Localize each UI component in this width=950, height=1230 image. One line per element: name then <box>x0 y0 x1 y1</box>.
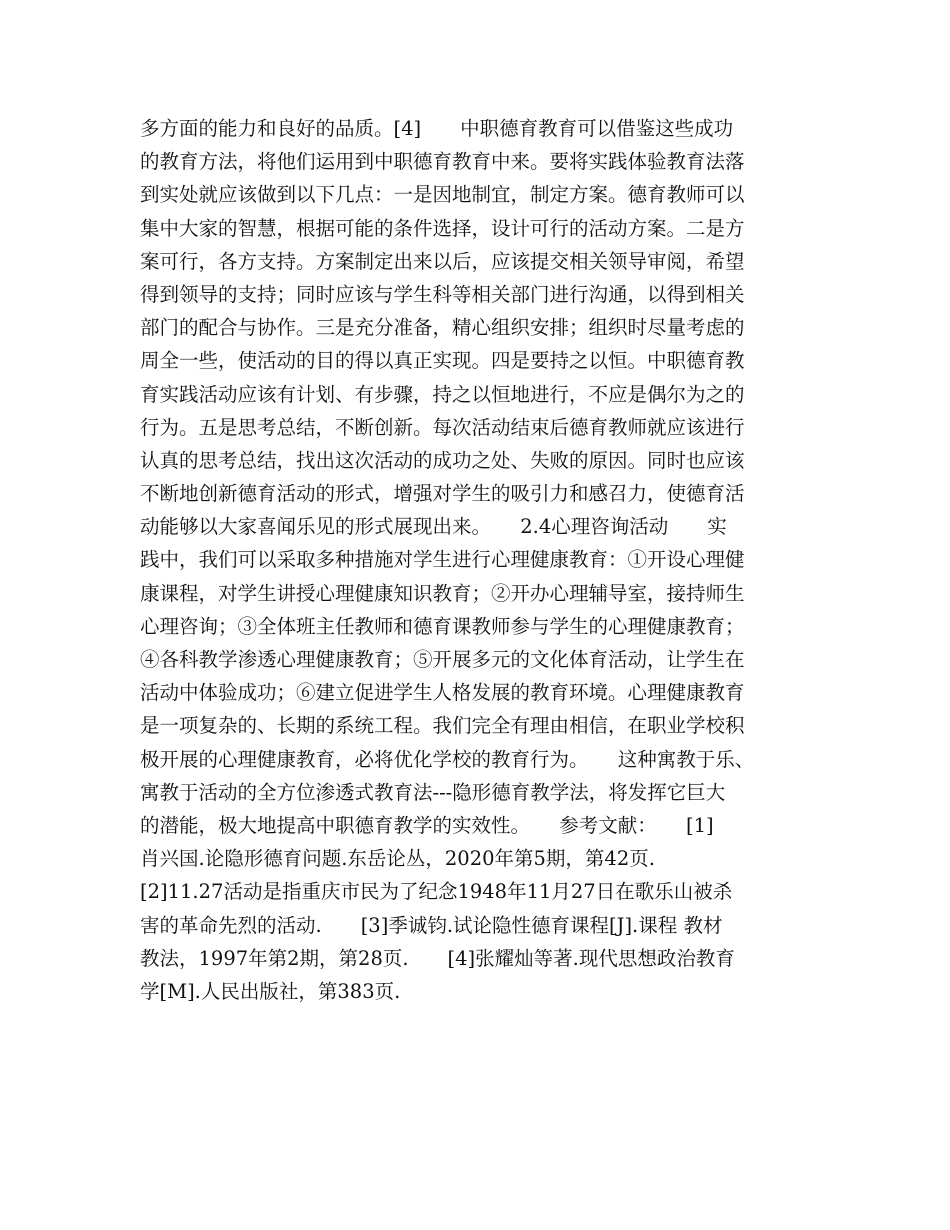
text-line: 活动中体验成功；⑥建立促进学生人格发展的教育环境。心理健康教育 <box>140 681 745 705</box>
text-line: 教法，1997年第2期，第28页. [4]张耀灿等著.现代思想政治教育 <box>140 946 735 970</box>
text-line: 极开展的心理健康教育，必将优化学校的教育行为。 这种寓教于乐、 <box>140 747 755 771</box>
text-line: 动能够以大家喜闻乐见的形式展现出来。 2.4心理咨询活动 实 <box>140 515 727 539</box>
text-line: 害的革命先烈的活动. [3]季诚钧.试论隐性德育课程[J].课程 教材 <box>140 913 723 937</box>
body-text <box>140 112 820 1008</box>
text-line: 育实践活动应该有计划、有步骤，持之以恒地进行，不应是偶尔为之的 <box>140 382 745 406</box>
text-line: 肖兴国.论隐形德育问题.东岳论丛，2020年第5期，第42页. <box>140 847 655 871</box>
text-line: 周全一些，使活动的目的得以真正实现。四是要持之以恒。中职德育教 <box>140 349 745 373</box>
text-line: 认真的思考总结，找出这次活动的成功之处、失败的原因。同时也应该 <box>140 448 745 472</box>
text-line: [2]11.27活动是指重庆市民为了纪念1948年11月27日在歌乐山被杀 <box>140 880 733 904</box>
text-line: 到实处就应该做到以下几点：一是因地制宜，制定方案。德育教师可以 <box>140 183 745 207</box>
text-line: 不断地创新德育活动的形式，增强对学生的吸引力和感召力，使德育活 <box>140 482 745 506</box>
text-line: 康课程，对学生讲授心理健康知识教育；②开办心理辅导室，接持师生 <box>140 581 745 605</box>
text-line: 部门的配合与协作。三是充分准备，精心组织安排；组织时尽量考虑的 <box>140 316 745 340</box>
text-line: 寓教于活动的全方位渗透式教育法---隐形德育教学法，将发挥它巨大 <box>140 780 726 804</box>
text-line: 集中大家的智慧，根据可能的条件选择，设计可行的活动方案。二是方 <box>140 216 745 240</box>
text-line: 学[M].人民出版社，第383页. <box>140 979 401 1003</box>
text-line: 的教育方法，将他们运用到中职德育教育中来。要将实践体验教育法落 <box>140 150 745 174</box>
text-line: 多方面的能力和良好的品质。[4] 中职德育教育可以借鉴这些成功 <box>140 117 734 140</box>
text-line: 践中，我们可以采取多种措施对学生进行心理健康教育：①开设心理健 <box>140 548 745 572</box>
text-line: 心理咨询；③全体班主任教师和德育课教师参与学生的心理健康教育； <box>140 614 745 638</box>
text-line: ④各科教学渗透心理健康教育；⑤开展多元的文化体育活动，让学生在 <box>140 648 745 671</box>
text-line: 案可行，各方支持。方案制定出来以后，应该提交相关领导审阅，希望 <box>140 249 745 273</box>
text-line: 行为。五是思考总结，不断创新。每次活动结束后德育教师就应该进行 <box>140 415 745 439</box>
text-line: 是一项复杂的、长期的系统工程。我们完全有理由相信，在职业学校积 <box>140 714 745 738</box>
text-line: 的潜能，极大地提高中职德育教学的实效性。 参考文献： [1] <box>140 813 714 837</box>
text-line: 得到领导的支持；同时应该与学生科等相关部门进行沟通，以得到相关 <box>140 282 745 306</box>
